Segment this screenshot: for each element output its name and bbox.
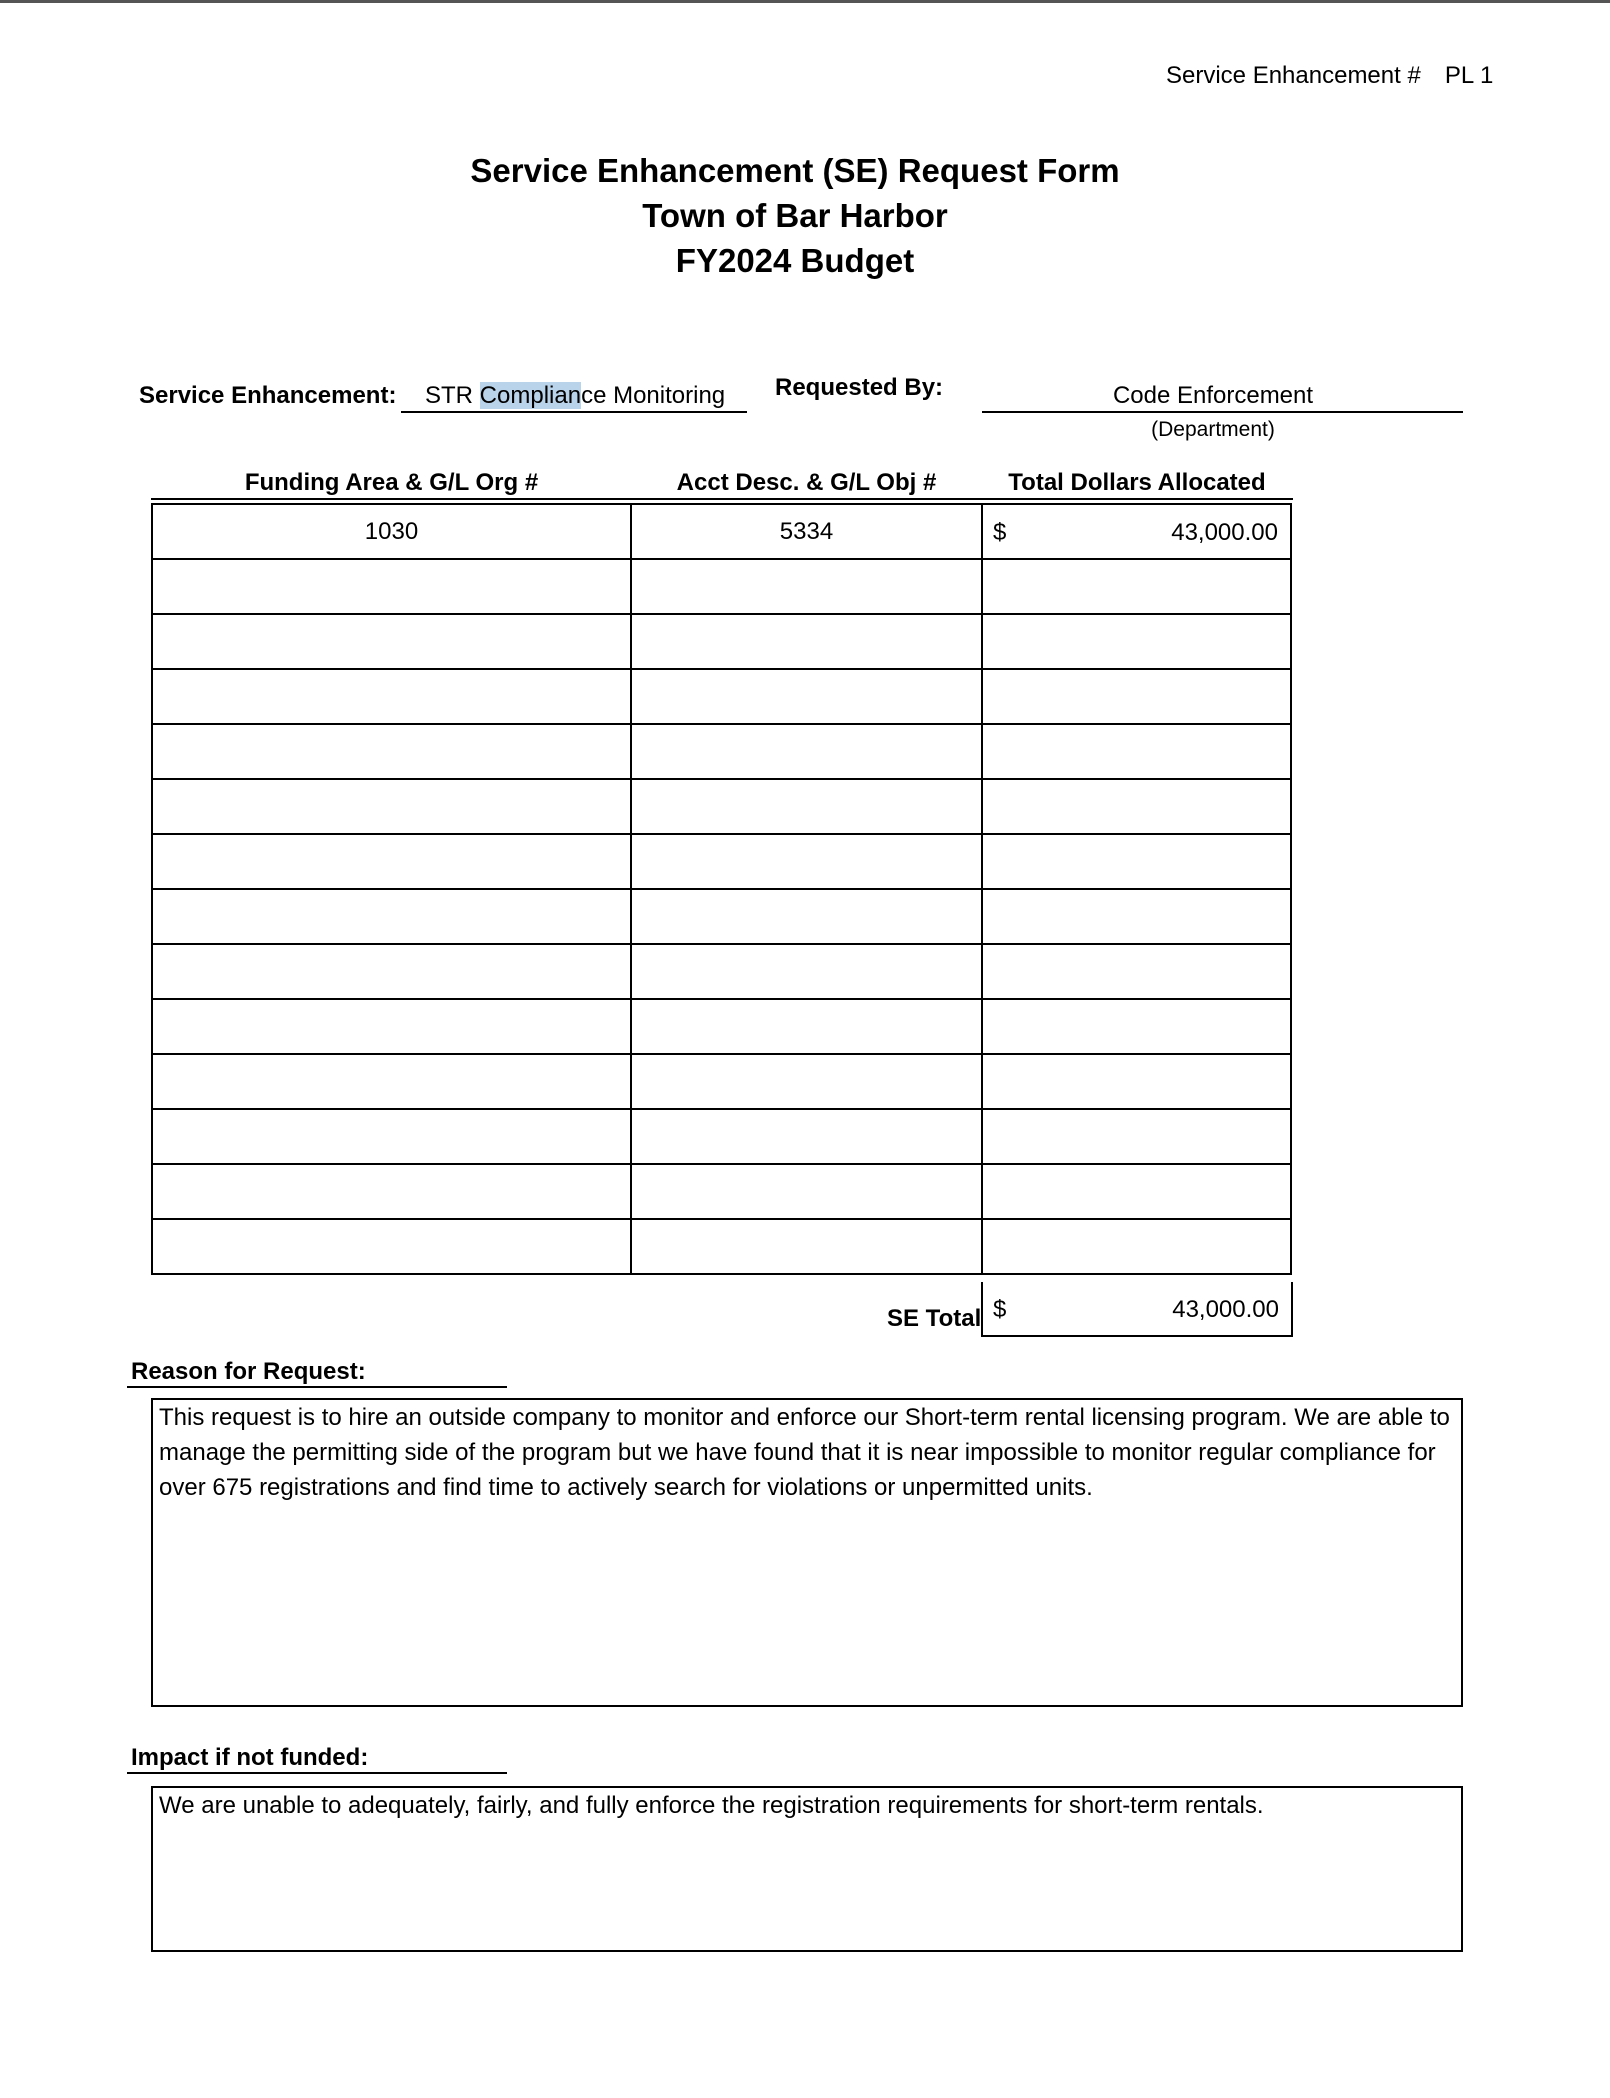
obj-cell[interactable] [631,1219,982,1274]
obj-cell[interactable] [631,1054,982,1109]
amount-cell[interactable] [982,834,1291,889]
table-row [152,614,1291,669]
department-value[interactable]: Code Enforcement [1112,382,1314,409]
org-cell[interactable] [152,889,631,944]
column-header-total-dollars: Total Dollars Allocated [1008,469,1266,496]
reason-textbox[interactable]: This request is to hire an outside company to monitor and enforce our Short-term rental licensing program. We are able to manage the permitting side of the program but we have found that it is near impossible to monitor regular compliance for over 675 registrations and find time to actively search for violations or unpermitted units. [151,1398,1463,1707]
obj-cell[interactable] [631,889,982,944]
org-cell[interactable] [152,614,631,669]
se-total-amount: 43,000.00 [1172,1296,1279,1323]
allocation-table [151,503,1292,1275]
obj-cell[interactable] [631,999,982,1054]
se-number-label: Service Enhancement # [1166,62,1421,89]
amount-cell[interactable] [982,889,1291,944]
service-enhancement-text-pre: STR [425,382,480,409]
reason-label: Reason for Request: [131,1358,366,1385]
table-row [152,834,1291,889]
amount-cell[interactable] [982,944,1291,999]
page-top-border [0,0,1610,3]
se-number [1166,62,1493,90]
se-number-value[interactable]: PL 1 [1444,62,1494,89]
obj-cell[interactable] [631,1109,982,1164]
reason-label-underline [127,1386,507,1388]
obj-cell[interactable] [631,614,982,669]
amount-value: 43,000.00 [1171,519,1278,546]
column-header-acct-desc: Acct Desc. & G/L Obj # [676,469,937,496]
org-cell[interactable] [152,999,631,1054]
amount-cell[interactable] [982,1164,1291,1219]
column-header-funding-area: Funding Area & G/L Org # [244,469,539,496]
impact-label: Impact if not funded: [131,1744,369,1771]
amount-cell[interactable] [982,1219,1291,1274]
department-underline [982,411,1463,413]
org-cell[interactable] [152,1219,631,1274]
amount-cell[interactable] [982,559,1291,614]
table-top-double-line [151,498,1293,500]
service-enhancement-text-post: ce Monitoring [581,382,726,409]
table-row [152,669,1291,724]
form-subtitle-budget: FY2024 Budget [675,242,915,279]
text-selection-highlight: Complian [479,382,582,409]
service-enhancement-label: Service Enhancement: [139,382,397,409]
amount-cell[interactable] [982,999,1291,1054]
form-title: Service Enhancement (SE) Request Form [470,152,1120,189]
table-row [152,889,1291,944]
obj-cell[interactable] [631,559,982,614]
table-row [152,504,1291,559]
org-cell[interactable] [152,1164,631,1219]
obj-cell[interactable] [631,834,982,889]
service-enhancement-underline [401,411,747,413]
table-row [152,1054,1291,1109]
amount-cell[interactable] [982,1109,1291,1164]
requested-by-label: Requested By: [775,374,944,401]
amount-cell[interactable] [982,724,1291,779]
obj-cell[interactable]: 5334 [631,504,982,559]
org-cell[interactable] [152,724,631,779]
currency-symbol: $ [993,519,1007,546]
obj-cell[interactable] [631,669,982,724]
amount-cell[interactable] [982,1054,1291,1109]
table-row [152,724,1291,779]
table-row [152,999,1291,1054]
org-cell[interactable] [152,1054,631,1109]
table-row [152,1109,1291,1164]
amount-cell[interactable] [982,669,1291,724]
se-total-box [981,1282,1293,1337]
org-cell[interactable] [152,669,631,724]
amount-cell[interactable] [982,779,1291,834]
table-row [152,1219,1291,1274]
service-enhancement-value[interactable] [425,382,725,410]
org-cell[interactable] [152,1109,631,1164]
org-cell[interactable] [152,559,631,614]
org-cell[interactable] [152,944,631,999]
amount-cell[interactable] [982,614,1291,669]
amount-cell[interactable] [982,504,1291,559]
org-cell[interactable] [152,834,631,889]
department-caption: (Department) [1151,418,1275,441]
se-total-label: SE Total [887,1305,982,1332]
obj-cell[interactable] [631,1164,982,1219]
table-row [152,944,1291,999]
se-total-currency: $ [993,1296,1007,1323]
obj-cell[interactable] [631,779,982,834]
obj-cell[interactable] [631,724,982,779]
table-row [152,779,1291,834]
table-row [152,559,1291,614]
obj-cell[interactable] [631,944,982,999]
impact-label-underline [127,1772,507,1774]
form-subtitle-town: Town of Bar Harbor [642,197,948,234]
org-cell[interactable] [152,779,631,834]
impact-textbox[interactable]: We are unable to adequately, fairly, and fully enforce the registration requirements for short-term rentals. [151,1786,1463,1952]
org-cell[interactable]: 1030 [152,504,631,559]
table-row [152,1164,1291,1219]
